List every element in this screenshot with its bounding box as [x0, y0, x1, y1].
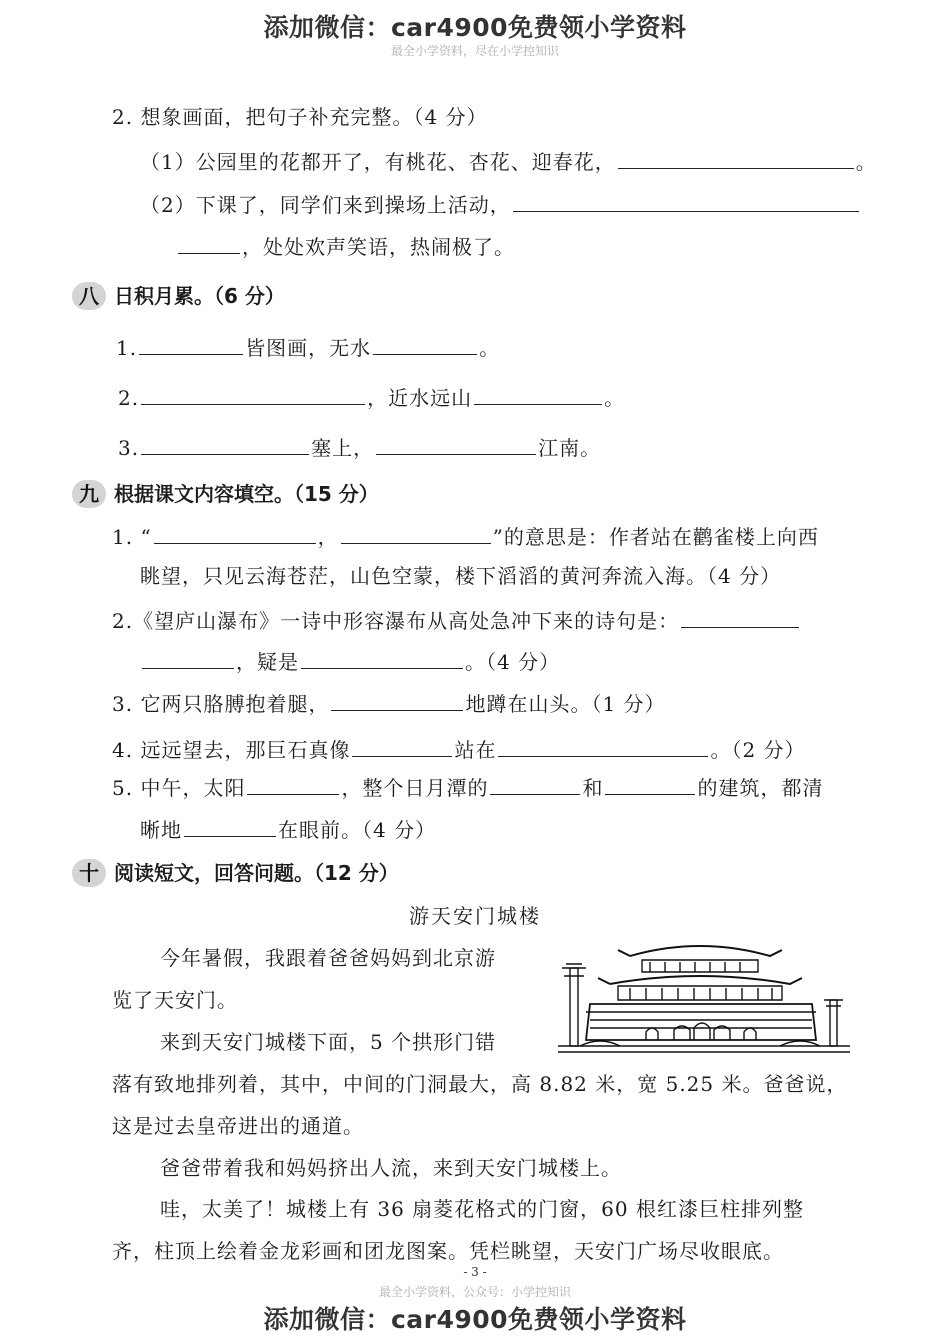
text: 和 [582, 776, 604, 800]
q2-s1-end: 。 [855, 150, 877, 174]
faint-caption-bottom: 最全小学资料，公众号：小学控知识 [378, 1285, 571, 1299]
section-10-number: 十 [72, 859, 106, 887]
text: 。（2 分） [710, 738, 806, 762]
answer-blank[interactable] [618, 146, 854, 169]
text: 。（4 分） [465, 650, 561, 674]
text: 5. 中午，太阳 [112, 776, 246, 800]
faint-caption-top: 最全小学资料，尽在小学控知识 [390, 44, 559, 58]
text: 在眼前。（4 分） [278, 818, 437, 842]
sec9-q1 [112, 521, 819, 551]
article-p1-a: 今年暑假，我跟着爸爸妈妈到北京游 [160, 946, 496, 970]
watermark-banner-bottom: 添加微信：car4900免费领小学资料 [263, 1305, 687, 1334]
text: 江南。 [538, 436, 602, 460]
page-number: - 3 - [463, 1265, 487, 1279]
q2-sentence-1 [140, 146, 877, 176]
q2-stem: 2. 想象画面，把句子补充完整。（4 分） [112, 105, 488, 129]
answer-blank[interactable] [178, 231, 240, 254]
text: 皆图画，无水 [245, 336, 372, 360]
text: ，近水远山 [367, 386, 473, 410]
sec9-q1-cont: 眺望，只见云海苍茫，山色空蒙，楼下滔滔的黄河奔流入海。（4 分） [140, 564, 782, 588]
answer-blank[interactable] [142, 646, 234, 669]
sec9-q3 [112, 688, 666, 718]
sec9-q5-cont [140, 814, 436, 844]
text: ”的意思是：作者站在鹳雀楼上向西 [492, 525, 819, 549]
section-9-title: 根据课文内容填空。（15 分） [114, 482, 379, 506]
answer-blank[interactable] [474, 382, 602, 405]
sec9-q2 [112, 605, 801, 635]
sec9-q2-cont [140, 646, 560, 676]
answer-blank[interactable] [352, 734, 452, 757]
text: 1. “ [112, 525, 152, 549]
section-10-heading [72, 857, 399, 887]
text: 的建筑，都清 [697, 776, 824, 800]
article-p2-c: 这是过去皇帝进出的通道。 [112, 1114, 364, 1138]
sec9-q4 [112, 734, 806, 764]
section-10-title: 阅读短文，回答问题。（12 分） [114, 861, 399, 885]
answer-blank[interactable] [184, 814, 276, 837]
text: ， [317, 525, 339, 549]
section-8-title: 日积月累。（6 分） [114, 284, 285, 308]
answer-blank[interactable] [247, 772, 339, 795]
answer-blank[interactable] [490, 772, 580, 795]
sec8-line-1 [116, 332, 500, 362]
article-p4-a: 哇，太美了！城楼上有 36 扇菱花格式的门窗，60 根红漆巨柱排列整 [160, 1197, 804, 1221]
answer-blank[interactable] [681, 605, 799, 628]
text: 。 [479, 336, 501, 360]
q2-sentence-2-cont [176, 231, 515, 261]
text: 地蹲在山头。（1 分） [465, 692, 666, 716]
article-title: 游天安门城楼 [409, 904, 541, 928]
item-number: 3. [118, 436, 140, 460]
item-number: 2. [118, 386, 140, 410]
answer-blank[interactable] [331, 688, 463, 711]
section-9-heading [72, 478, 379, 508]
answer-blank[interactable] [498, 734, 708, 757]
sec8-line-3 [118, 432, 601, 462]
text: 2.《望庐山瀑布》一诗中形容瀑布从高处急冲下来的诗句是： [112, 609, 680, 633]
answer-blank[interactable] [141, 382, 365, 405]
item-number: 1. [116, 336, 138, 360]
answer-blank[interactable] [139, 332, 243, 355]
answer-blank[interactable] [373, 332, 477, 355]
text: 4. 远远望去，那巨石真像 [112, 738, 351, 762]
article-p2-b: 落有致地排列着，其中，中间的门洞最大，高 8.82 米，宽 5.25 米。爸爸说， [112, 1072, 848, 1096]
text: 站在 [454, 738, 497, 762]
watermark-banner-top: 添加微信：car4900免费领小学资料 [263, 13, 687, 42]
text: 塞上， [311, 436, 375, 460]
answer-blank[interactable] [376, 432, 536, 455]
article-p2-a: 来到天安门城楼下面，5 个拱形门错 [160, 1030, 497, 1054]
sec9-q5 [112, 772, 823, 802]
section-8-heading [72, 280, 285, 310]
answer-blank[interactable] [341, 521, 491, 544]
answer-blank[interactable] [141, 432, 309, 455]
text: 晰地 [140, 818, 182, 842]
text: ，整个日月潭的 [341, 776, 489, 800]
text: 。 [604, 386, 626, 410]
text: 3. 它两只胳膊抱着腿， [112, 692, 330, 716]
q2-sentence-2 [140, 189, 861, 219]
q2-s1-text: （1）公园里的花都开了，有桃花、杏花、迎春花， [140, 150, 616, 174]
answer-blank[interactable] [513, 189, 859, 212]
sec8-line-2 [118, 382, 625, 412]
q2-s2-cont: ，处处欢声笑语，热闹极了。 [242, 235, 515, 259]
article-p4-b: 齐，柱顶上绘着金龙彩画和团龙图案。凭栏眺望，天安门广场尽收眼底。 [112, 1239, 784, 1263]
article-p1-b: 览了天安门。 [112, 988, 238, 1012]
section-8-number: 八 [72, 282, 106, 310]
answer-blank[interactable] [605, 772, 695, 795]
answer-blank[interactable] [154, 521, 316, 544]
text: ，疑是 [236, 650, 299, 674]
tiananmen-illustration [550, 928, 855, 1058]
q2-s2-text: （2）下课了，同学们来到操场上活动， [140, 193, 511, 217]
answer-blank[interactable] [301, 646, 463, 669]
section-9-number: 九 [72, 480, 106, 508]
article-p3: 爸爸带着我和妈妈挤出人流，来到天安门城楼上。 [160, 1156, 622, 1180]
